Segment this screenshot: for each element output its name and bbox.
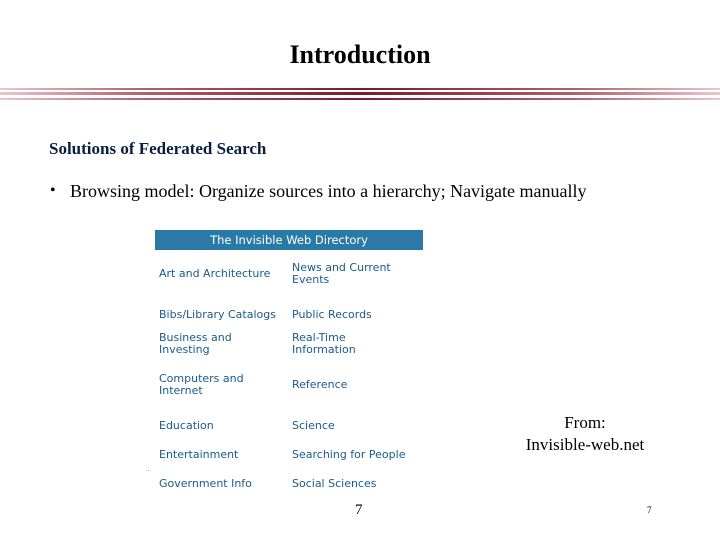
directory-link-label: Events — [292, 273, 330, 286]
bullet-icon: • — [50, 182, 56, 199]
directory-link-label: Entertainment — [159, 448, 239, 461]
directory-link-label: Public Records — [292, 308, 372, 321]
directory-link-label: Computers and — [159, 372, 244, 385]
directory-link-label: Real-Time — [292, 331, 346, 344]
directory-link-label: Education — [159, 419, 214, 432]
slide-title: Introduction — [289, 40, 431, 69]
directory-link[interactable] — [159, 332, 232, 356]
directory-link[interactable] — [292, 478, 376, 490]
directory-link-label: Searching for People — [292, 448, 406, 461]
directory-link-label: Investing — [159, 343, 210, 356]
divider-line — [0, 98, 720, 100]
directory-link[interactable] — [159, 449, 238, 461]
bullet-item — [50, 181, 587, 202]
directory-link[interactable] — [292, 332, 356, 356]
directory-link-label: Internet — [159, 384, 203, 397]
directory-link-label: Science — [292, 419, 335, 432]
directory-link[interactable] — [292, 420, 335, 432]
divider-line — [0, 92, 720, 95]
source-note-site: Invisible-web.net — [525, 435, 645, 454]
directory-link-label: Bibs/Library Catalogs — [159, 308, 276, 321]
directory-screenshot — [155, 230, 423, 495]
directory-link[interactable] — [292, 309, 372, 321]
title-divider — [0, 88, 720, 104]
directory-link-label: Government Info — [159, 477, 252, 490]
source-note-label: From: — [564, 413, 606, 432]
directory-link[interactable] — [292, 262, 391, 286]
divider-line — [0, 88, 720, 90]
directory-link[interactable] — [159, 478, 252, 490]
directory-link-label: News and Current — [292, 261, 391, 274]
directory-link-label: Business and — [159, 331, 232, 344]
page-number: 7 — [355, 502, 363, 518]
slide-subtitle: Solutions of Federated Search — [49, 139, 267, 158]
directory-link-label: Art and Architecture — [159, 267, 271, 280]
directory-link-label: Information — [292, 343, 356, 356]
bullet-text: Browsing model: Organize sources into a hierarchy; Navigate manually — [70, 181, 587, 201]
directory-link[interactable] — [159, 309, 276, 321]
directory-link-label: Reference — [292, 378, 348, 391]
directory-link[interactable] — [292, 379, 347, 391]
directory-link-label: Social Sciences — [292, 477, 377, 490]
source-note — [500, 412, 670, 456]
directory-link[interactable] — [159, 373, 244, 397]
corner-page-number: 7 — [647, 505, 652, 515]
image-artifact — [148, 470, 149, 471]
directory-link[interactable] — [159, 420, 214, 432]
directory-header: The Invisible Web Directory — [155, 230, 423, 250]
directory-link[interactable] — [292, 449, 405, 461]
directory-link[interactable] — [159, 268, 270, 280]
